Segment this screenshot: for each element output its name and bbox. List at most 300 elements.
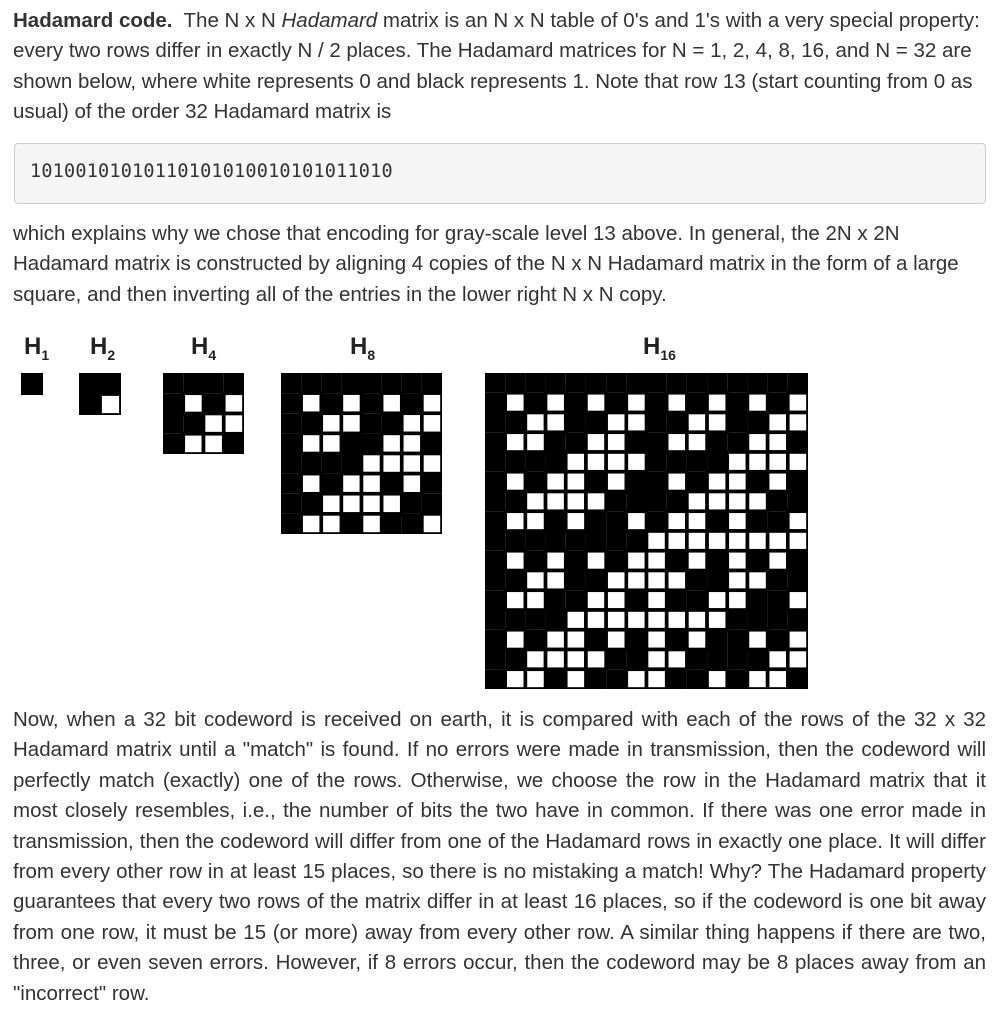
matrix-cell bbox=[707, 393, 727, 413]
matrix-cell bbox=[768, 610, 788, 630]
matrix-cell bbox=[687, 669, 707, 689]
matrix-cell bbox=[341, 413, 361, 433]
matrix-cell bbox=[586, 492, 606, 512]
matrix-cell bbox=[727, 610, 747, 630]
matrix-cell bbox=[626, 610, 646, 630]
matrix-cell bbox=[485, 432, 505, 452]
matrix-cell bbox=[747, 551, 767, 571]
matrix-cell bbox=[546, 669, 566, 689]
matrix-cell bbox=[687, 531, 707, 551]
matrix-cell bbox=[204, 393, 224, 413]
matrix-cell bbox=[727, 492, 747, 512]
matrix-cell bbox=[586, 551, 606, 571]
matrix-cell bbox=[485, 650, 505, 670]
matrix-cell bbox=[788, 610, 808, 630]
matrix-cell bbox=[566, 492, 586, 512]
matrix-cell bbox=[687, 472, 707, 492]
matrix-cell bbox=[525, 630, 545, 650]
matrix-cell bbox=[747, 393, 767, 413]
matrix-cell bbox=[647, 610, 667, 630]
matrix-cell bbox=[747, 472, 767, 492]
hadamard-matrix-h4 bbox=[163, 373, 244, 454]
matrix-cell bbox=[586, 511, 606, 531]
hadamard-matrix-h2 bbox=[79, 373, 121, 415]
matrix-cell bbox=[525, 373, 545, 393]
matrix-cell bbox=[747, 413, 767, 433]
matrix-cell bbox=[382, 514, 402, 534]
matrix-cell bbox=[687, 413, 707, 433]
matrix-cell bbox=[224, 373, 244, 393]
matrix-cell bbox=[546, 432, 566, 452]
matrix-cell bbox=[301, 433, 321, 453]
label-h16: $H_{16}$ bbox=[643, 333, 676, 363]
matrix-cell bbox=[707, 413, 727, 433]
hadamard-matrix-h1 bbox=[21, 373, 43, 395]
matrix-cell bbox=[606, 373, 626, 393]
matrix-cell bbox=[566, 472, 586, 492]
matrix-cell bbox=[626, 511, 646, 531]
matrix-cell bbox=[525, 432, 545, 452]
matrix-cell bbox=[707, 650, 727, 670]
matrix-cell bbox=[667, 669, 687, 689]
matrix-cell bbox=[546, 531, 566, 551]
matrix-cell bbox=[505, 472, 525, 492]
matrix-cell bbox=[321, 413, 341, 433]
matrix-cell bbox=[687, 452, 707, 472]
matrix-cell bbox=[485, 413, 505, 433]
matrix-cell bbox=[626, 492, 646, 512]
matrix-cell bbox=[525, 413, 545, 433]
matrix-cell bbox=[707, 373, 727, 393]
matrix-cell bbox=[546, 511, 566, 531]
matrix-cell bbox=[727, 669, 747, 689]
matrix-cell bbox=[525, 571, 545, 591]
matrix-cell bbox=[768, 531, 788, 551]
matrix-cell bbox=[341, 474, 361, 494]
matrix-cell bbox=[485, 531, 505, 551]
matrix-cell bbox=[747, 650, 767, 670]
matrix-cell bbox=[321, 373, 341, 393]
matrix-cell bbox=[21, 373, 43, 395]
matrix-cell bbox=[546, 373, 566, 393]
matrix-cell bbox=[606, 650, 626, 670]
matrix-cell bbox=[566, 413, 586, 433]
matrix-cell bbox=[687, 551, 707, 571]
matrix-cell bbox=[163, 414, 183, 434]
label-h2: $H_2$ bbox=[90, 333, 116, 363]
matrix-cell bbox=[647, 373, 667, 393]
matrix-cell bbox=[505, 373, 525, 393]
matrix-cell bbox=[647, 492, 667, 512]
matrix-cell bbox=[422, 474, 442, 494]
matrix-cell bbox=[525, 551, 545, 571]
matrix-cell bbox=[546, 452, 566, 472]
matrix-cell bbox=[341, 514, 361, 534]
matrix-cell bbox=[362, 514, 382, 534]
matrix-cell bbox=[163, 434, 183, 454]
matrix-cell bbox=[321, 494, 341, 514]
matrix-cell bbox=[402, 474, 422, 494]
intro-text-1: The N x N bbox=[183, 9, 282, 32]
matrix-cell bbox=[382, 433, 402, 453]
matrix-cell bbox=[525, 472, 545, 492]
matrix-cell bbox=[626, 393, 646, 413]
label-h1: $H_1$ bbox=[24, 333, 50, 363]
matrix-cell bbox=[546, 413, 566, 433]
matrix-cell bbox=[647, 669, 667, 689]
matrix-cell bbox=[667, 650, 687, 670]
matrix-cell bbox=[224, 434, 244, 454]
matrix-cell bbox=[707, 492, 727, 512]
matrix-cell bbox=[768, 393, 788, 413]
matrix-cell bbox=[707, 571, 727, 591]
matrix-cell bbox=[768, 472, 788, 492]
matrix-cell bbox=[768, 373, 788, 393]
matrix-cell bbox=[485, 452, 505, 472]
matrix-cell bbox=[525, 590, 545, 610]
matrix-cell bbox=[422, 393, 442, 413]
matrix-cell bbox=[505, 610, 525, 630]
matrix-cell bbox=[586, 452, 606, 472]
matrix-cell bbox=[566, 511, 586, 531]
matrix-cell bbox=[626, 630, 646, 650]
matrix-cell bbox=[341, 494, 361, 514]
matrix-cell bbox=[747, 511, 767, 531]
matrix-cell bbox=[566, 669, 586, 689]
matrix-cell bbox=[707, 452, 727, 472]
matrix-cell bbox=[768, 650, 788, 670]
matrix-cell bbox=[788, 452, 808, 472]
matrix-cell bbox=[606, 452, 626, 472]
codeword-text: 10100101010110101010010101011010 bbox=[30, 161, 393, 182]
matrix-cell bbox=[566, 393, 586, 413]
matrix-cell bbox=[647, 511, 667, 531]
matrix-cell bbox=[687, 590, 707, 610]
label-h8: $H_8$ bbox=[350, 333, 376, 363]
matrix-cell bbox=[505, 669, 525, 689]
matrix-cell bbox=[301, 474, 321, 494]
matrix-cell bbox=[566, 551, 586, 571]
matrix-cell bbox=[422, 454, 442, 474]
hadamard-matrix-h8 bbox=[281, 373, 442, 534]
matrix-cell bbox=[687, 432, 707, 452]
matrix-cell bbox=[546, 551, 566, 571]
matrix-cell bbox=[382, 373, 402, 393]
matrix-cell bbox=[586, 432, 606, 452]
hadamard-matrix-h16 bbox=[485, 373, 808, 689]
matrix-cell bbox=[667, 551, 687, 571]
matrix-cell bbox=[747, 590, 767, 610]
matrix-cell bbox=[788, 571, 808, 591]
matrix-cell bbox=[687, 630, 707, 650]
matrix-cell bbox=[727, 650, 747, 670]
matrix-cell bbox=[606, 393, 626, 413]
matrix-cell bbox=[485, 571, 505, 591]
matrix-cell bbox=[183, 434, 203, 454]
matrix-cell bbox=[626, 571, 646, 591]
matrix-cell bbox=[626, 650, 646, 670]
matrix-cell bbox=[586, 531, 606, 551]
matrix-cell bbox=[647, 551, 667, 571]
matrix-cell bbox=[566, 531, 586, 551]
matrix-cell bbox=[382, 494, 402, 514]
matrix-cell bbox=[707, 531, 727, 551]
label-h4: $H_4$ bbox=[191, 333, 217, 363]
matrix-cell bbox=[667, 511, 687, 531]
matrix-cell bbox=[768, 551, 788, 571]
matrix-cell bbox=[281, 393, 301, 413]
matrix-cell bbox=[626, 413, 646, 433]
matrix-cell bbox=[788, 590, 808, 610]
matrix-cell bbox=[485, 393, 505, 413]
matrix-cell bbox=[382, 454, 402, 474]
matrix-cell bbox=[402, 413, 422, 433]
matrix-cell bbox=[768, 590, 788, 610]
matrix-cell bbox=[768, 492, 788, 512]
matrix-cell bbox=[727, 393, 747, 413]
matrix-cell bbox=[183, 393, 203, 413]
matrix-cell bbox=[224, 393, 244, 413]
matrix-cell bbox=[626, 432, 646, 452]
matrix-cell bbox=[546, 650, 566, 670]
matrix-cell bbox=[301, 373, 321, 393]
matrix-cell bbox=[647, 531, 667, 551]
matrix-cell bbox=[566, 452, 586, 472]
matrix-cell bbox=[505, 492, 525, 512]
intro-emphasis: Hadamard bbox=[281, 9, 378, 32]
matrix-cell bbox=[525, 511, 545, 531]
matrix-cell bbox=[606, 531, 626, 551]
matrix-cell bbox=[687, 393, 707, 413]
matrix-cell bbox=[321, 393, 341, 413]
matrix-cell bbox=[626, 669, 646, 689]
matrix-cell bbox=[546, 472, 566, 492]
matrix-cell bbox=[606, 630, 626, 650]
matrix-cell bbox=[485, 551, 505, 571]
matrix-cell bbox=[505, 650, 525, 670]
matrix-cell bbox=[485, 630, 505, 650]
matrix-cell bbox=[422, 373, 442, 393]
matrix-cell bbox=[687, 610, 707, 630]
matrix-cell bbox=[727, 432, 747, 452]
matrix-cell bbox=[647, 650, 667, 670]
matrix-cell bbox=[525, 669, 545, 689]
matrix-cell bbox=[362, 433, 382, 453]
matrix-cell bbox=[183, 414, 203, 434]
matrix-cell bbox=[546, 492, 566, 512]
matrix-cell bbox=[485, 373, 505, 393]
matrix-cell bbox=[667, 393, 687, 413]
matrix-cell bbox=[204, 414, 224, 434]
matrix-cell bbox=[747, 669, 767, 689]
matrix-cell bbox=[768, 413, 788, 433]
matrix-cell bbox=[79, 394, 100, 415]
matrix-cell bbox=[546, 393, 566, 413]
matrix-cell bbox=[281, 474, 301, 494]
matrix-cell bbox=[100, 373, 121, 394]
decoding-paragraph: Now, when a 32 bit codeword is received on earth, it is compared with each of the rows of the 32 x 32 Hadamard matrix until a "match" is found. If no errors were made in transmission, then the codeword will perfectly match (exactly) one of the rows. Otherwise, we choose the row in the Hadamard matrix that it most closely resembles, i.e., the number of bits the two have in common. If there was one error made in transmission, then the codeword will differ from one of the Hadamard rows in exactly one place. It will differ from every other row in at least 15 places, so there is no mistaking a match! Why? The Hadamard property guarantees that every two rows of the matrix differ in at least 16 places, so if the codeword is one bit away from one row, it must be 15 (or more) away from every other row. A similar thing happens if there are two, three, or even seven errors. However, if 8 errors occur, then the codeword may be 8 places away from an "incorrect" row. bbox=[13, 708, 986, 1005]
matrix-cell bbox=[768, 669, 788, 689]
matrix-cell bbox=[727, 511, 747, 531]
matrix-cell bbox=[727, 373, 747, 393]
matrix-cell bbox=[768, 630, 788, 650]
construction-paragraph: which explains why we chose that encoding for gray-scale level 13 above. In general, the 2N x 2N Hadamard matrix is constructed by aligning 4 copies of the N x N Hadamard matrix in the form of a large square, and then inverting all of the entries in the lower right N x N copy. bbox=[13, 222, 959, 306]
matrix-cell bbox=[667, 452, 687, 472]
matrix-cell bbox=[422, 413, 442, 433]
matrix-cell bbox=[788, 472, 808, 492]
matrix-cell bbox=[362, 413, 382, 433]
matrix-cell bbox=[281, 413, 301, 433]
matrix-cell bbox=[606, 492, 626, 512]
matrix-cell bbox=[747, 452, 767, 472]
matrix-cell bbox=[321, 454, 341, 474]
matrix-cell bbox=[505, 551, 525, 571]
matrix-cell bbox=[667, 492, 687, 512]
matrix-cell bbox=[747, 531, 767, 551]
matrix-cell bbox=[727, 571, 747, 591]
matrix-cell bbox=[626, 472, 646, 492]
intro-text-2: matrix is an N x N table of 0's and 1's with a very special property: every two rows differ in exactly N / 2 places. The Hadamard matrices for N = 1, 2, 4, 8, 16, and N = 32 are shown below, where white represents 0 and black represents 1. Note that row 13 (start counting from 0 as usual) of the order 32 Hadamard matrix is bbox=[13, 9, 980, 124]
matrix-cell bbox=[362, 474, 382, 494]
matrix-cell bbox=[525, 492, 545, 512]
matrix-cell bbox=[747, 492, 767, 512]
matrix-cell bbox=[362, 494, 382, 514]
matrix-cell bbox=[586, 669, 606, 689]
matrix-cell bbox=[707, 630, 727, 650]
matrix-cell bbox=[586, 373, 606, 393]
matrix-cell bbox=[727, 630, 747, 650]
matrix-cell bbox=[382, 413, 402, 433]
matrix-cell bbox=[281, 454, 301, 474]
matrix-cell bbox=[647, 590, 667, 610]
matrix-cell bbox=[788, 669, 808, 689]
matrix-cell bbox=[788, 551, 808, 571]
matrix-cell bbox=[747, 571, 767, 591]
matrix-cell bbox=[626, 551, 646, 571]
matrix-cell bbox=[707, 551, 727, 571]
matrix-cell bbox=[687, 492, 707, 512]
matrix-cell bbox=[485, 472, 505, 492]
matrix-cell bbox=[281, 373, 301, 393]
matrix-cell bbox=[606, 590, 626, 610]
matrix-cell bbox=[626, 531, 646, 551]
intro-heading: Hadamard code. bbox=[13, 9, 173, 32]
matrix-cell bbox=[727, 531, 747, 551]
matrix-cell bbox=[422, 494, 442, 514]
matrix-cell bbox=[402, 514, 422, 534]
matrix-cell bbox=[586, 393, 606, 413]
matrix-cell bbox=[606, 432, 626, 452]
intro-paragraph bbox=[13, 6, 986, 128]
matrix-cell bbox=[402, 373, 422, 393]
matrix-cell bbox=[707, 590, 727, 610]
matrix-cell bbox=[626, 452, 646, 472]
matrix-cell bbox=[382, 474, 402, 494]
matrix-cell bbox=[341, 454, 361, 474]
matrix-cell bbox=[525, 452, 545, 472]
matrix-cell bbox=[727, 472, 747, 492]
matrix-cell bbox=[321, 474, 341, 494]
matrix-cell bbox=[566, 650, 586, 670]
matrix-cell bbox=[747, 630, 767, 650]
matrix-cell bbox=[586, 590, 606, 610]
matrix-cell bbox=[768, 511, 788, 531]
matrix-cell bbox=[606, 472, 626, 492]
matrix-cell bbox=[647, 571, 667, 591]
matrix-cell bbox=[362, 393, 382, 413]
matrix-cell bbox=[788, 492, 808, 512]
matrix-cell bbox=[687, 373, 707, 393]
matrix-cell bbox=[667, 472, 687, 492]
matrix-cell bbox=[768, 571, 788, 591]
matrix-cell bbox=[402, 393, 422, 413]
matrix-cell bbox=[505, 590, 525, 610]
matrix-cell bbox=[301, 393, 321, 413]
matrix-cell bbox=[422, 433, 442, 453]
matrix-cell bbox=[485, 511, 505, 531]
matrix-cell bbox=[667, 531, 687, 551]
matrix-cell bbox=[525, 393, 545, 413]
matrix-cell bbox=[606, 571, 626, 591]
matrix-cell bbox=[727, 551, 747, 571]
matrix-cell bbox=[687, 571, 707, 591]
matrix-cell bbox=[224, 414, 244, 434]
matrix-cell bbox=[707, 511, 727, 531]
matrix-cell bbox=[647, 472, 667, 492]
matrix-cell bbox=[606, 551, 626, 571]
matrix-cell bbox=[362, 373, 382, 393]
matrix-cell bbox=[341, 373, 361, 393]
matrix-cell bbox=[402, 454, 422, 474]
matrix-cell bbox=[163, 393, 183, 413]
matrix-cell bbox=[707, 432, 727, 452]
matrix-cell bbox=[525, 531, 545, 551]
matrix-cell bbox=[301, 454, 321, 474]
matrix-cell bbox=[301, 494, 321, 514]
matrix-cell bbox=[402, 433, 422, 453]
matrix-cell bbox=[768, 452, 788, 472]
matrix-cell bbox=[525, 610, 545, 630]
matrix-cell bbox=[626, 373, 646, 393]
matrix-cell bbox=[667, 630, 687, 650]
matrix-cell bbox=[788, 630, 808, 650]
matrix-cell bbox=[525, 650, 545, 670]
matrix-cell bbox=[505, 432, 525, 452]
matrix-cell bbox=[586, 610, 606, 630]
matrix-cell bbox=[183, 373, 203, 393]
matrix-cell bbox=[341, 393, 361, 413]
matrix-cell bbox=[422, 514, 442, 534]
matrix-cell bbox=[707, 472, 727, 492]
matrix-cell bbox=[667, 610, 687, 630]
matrix-cell bbox=[163, 373, 183, 393]
matrix-cell bbox=[606, 610, 626, 630]
matrix-cell bbox=[204, 434, 224, 454]
matrix-cell bbox=[586, 472, 606, 492]
matrix-cell bbox=[566, 571, 586, 591]
matrix-cell bbox=[485, 590, 505, 610]
matrix-cell bbox=[505, 393, 525, 413]
matrix-cell bbox=[281, 433, 301, 453]
matrix-cell bbox=[687, 511, 707, 531]
matrix-cell bbox=[606, 511, 626, 531]
matrix-cell bbox=[626, 590, 646, 610]
matrix-cell bbox=[485, 492, 505, 512]
matrix-cell bbox=[647, 413, 667, 433]
matrix-cell bbox=[485, 610, 505, 630]
matrix-cell bbox=[362, 454, 382, 474]
matrix-cell bbox=[566, 630, 586, 650]
